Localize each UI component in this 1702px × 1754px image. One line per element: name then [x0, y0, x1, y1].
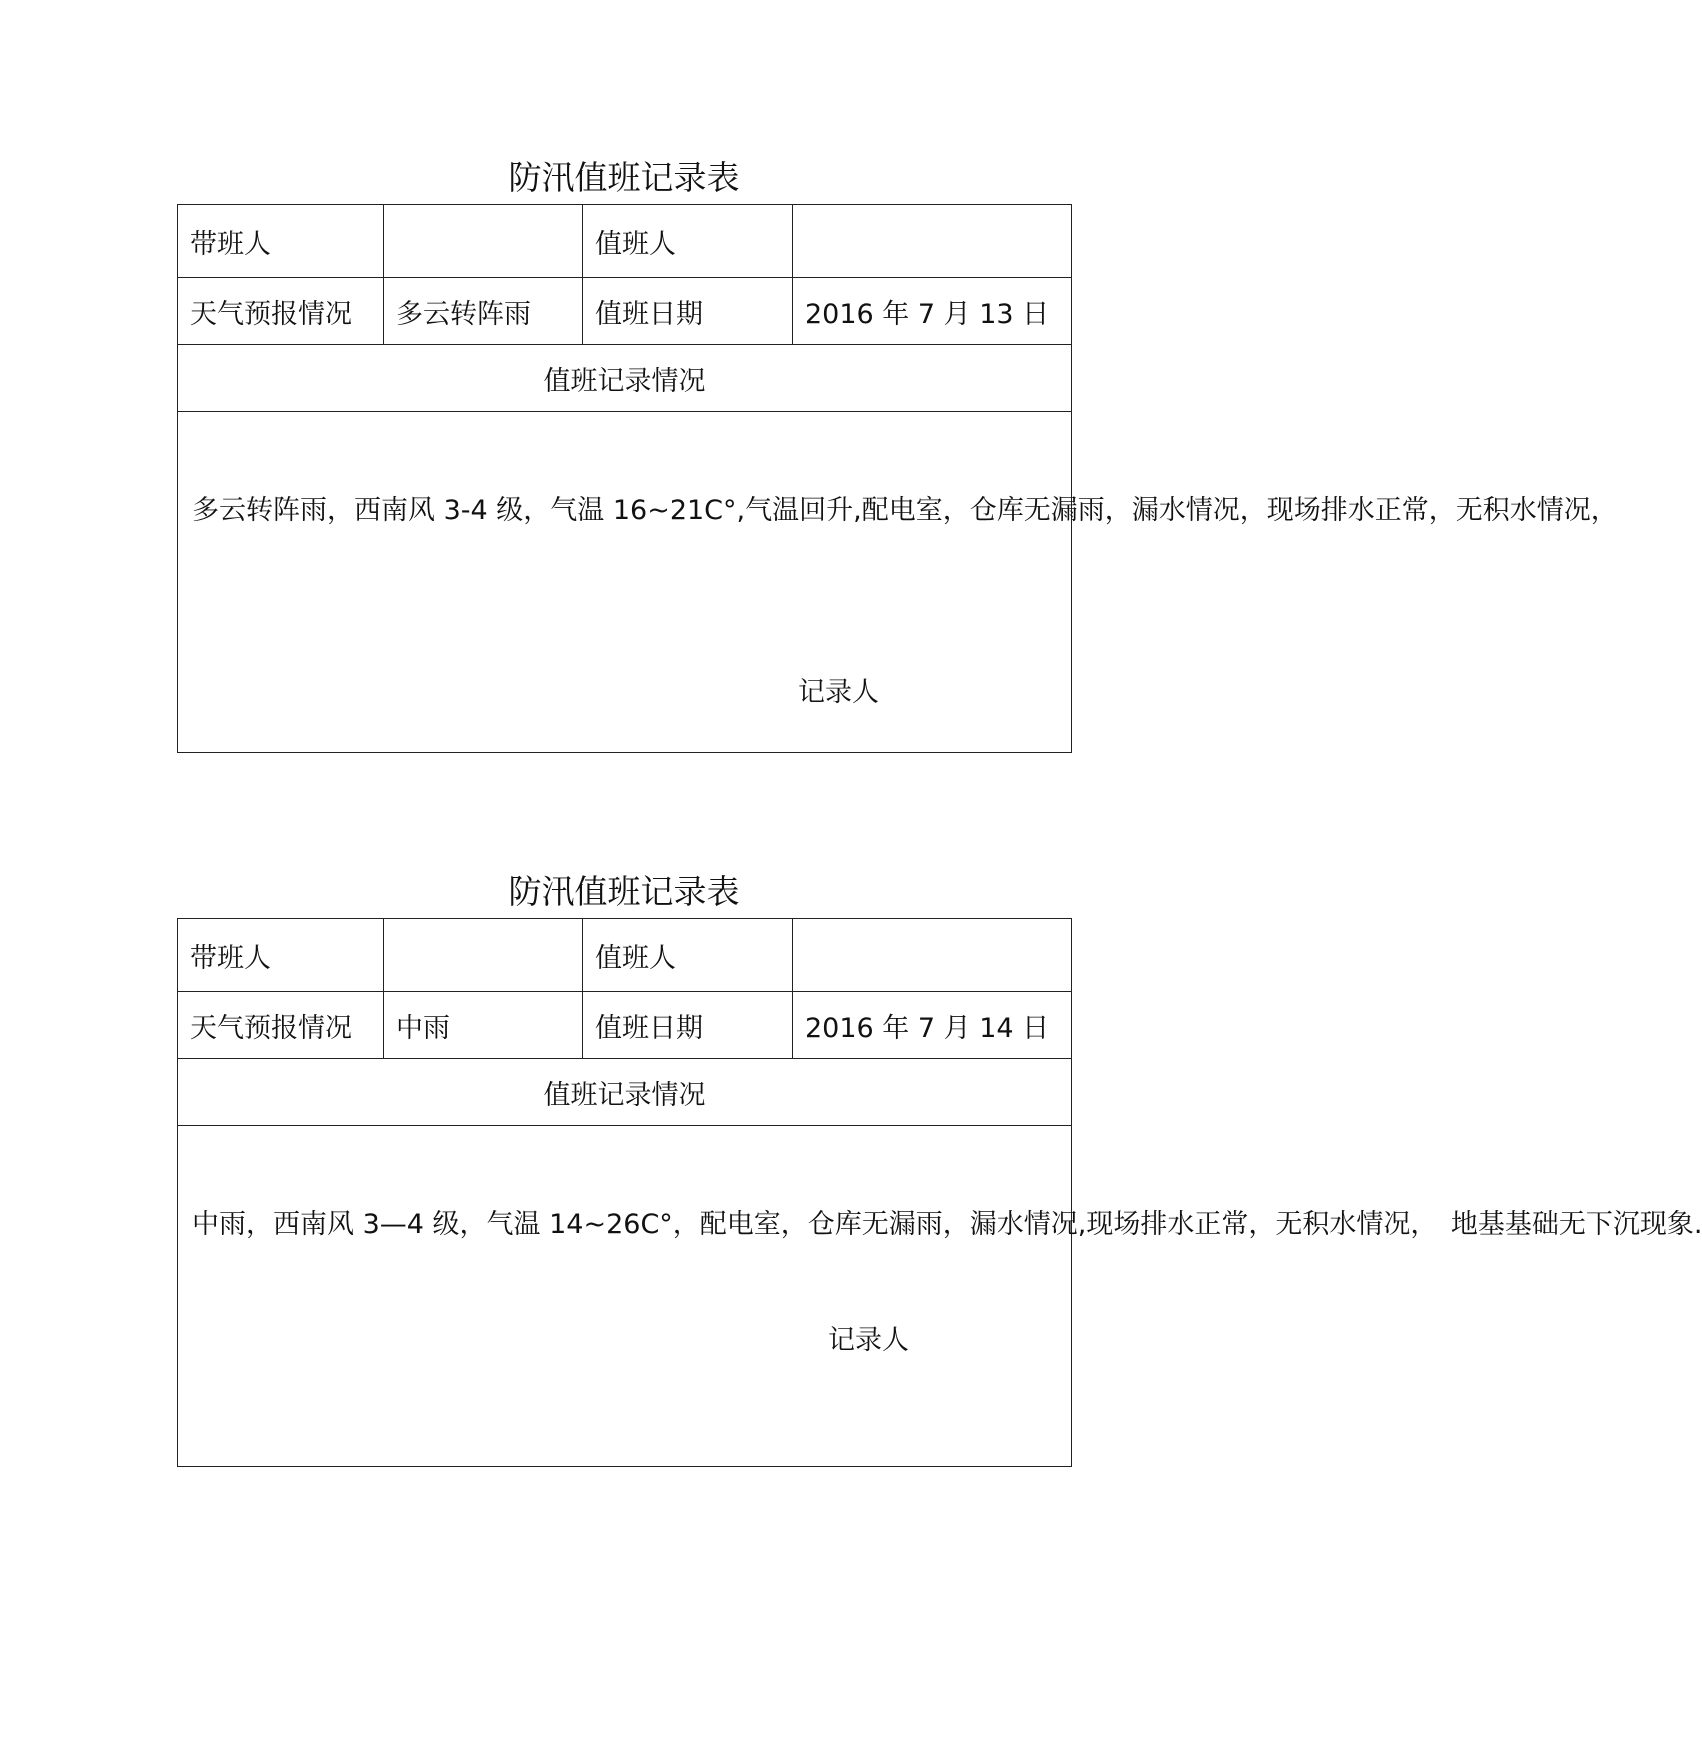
- weather-value: 多云转阵雨: [384, 278, 583, 345]
- duty-person-label: 值班人: [583, 205, 793, 278]
- duty-record-form-1: [177, 152, 1618, 753]
- duty-date-label: 值班日期: [583, 278, 793, 345]
- section-title: 值班记录情况: [178, 1059, 1072, 1126]
- duty-person-value: [793, 205, 1072, 278]
- record-content: 中雨，西南风 3—4 级，气温 14~26C°，配电室，仓库无漏雨，漏水情况,现场排水正常，无积水情况， 地基基础无下沉现象.: [192, 1209, 1702, 1240]
- duty-person-value: [793, 919, 1072, 992]
- duty-date-value: 2016 年 7 月 14 日: [793, 992, 1072, 1059]
- leader-label: 带班人: [178, 919, 384, 992]
- section-title: 值班记录情况: [178, 345, 1072, 412]
- recorder-label: 记录人: [828, 1325, 909, 1356]
- table-row: [178, 1059, 1072, 1126]
- leader-label: 带班人: [178, 205, 384, 278]
- table-row: [178, 345, 1072, 412]
- table-row: [178, 278, 1072, 345]
- duty-record-form-2: [177, 866, 1702, 1467]
- form-title: 防汛值班记录表: [508, 158, 740, 197]
- record-table: [177, 918, 1702, 1467]
- table-row: [178, 205, 1072, 278]
- table-row: [178, 412, 1072, 753]
- recorder-label: 记录人: [798, 677, 879, 708]
- table-row: [178, 919, 1072, 992]
- form-title: 防汛值班记录表: [508, 872, 740, 911]
- record-table: [177, 204, 1618, 753]
- record-content: 多云转阵雨，西南风 3-4 级，气温 16~21C°,气温回升,配电室，仓库无漏雨，漏水情况，现场排水正常，无积水情况，: [192, 495, 1618, 526]
- record-content-cell: [178, 1126, 1702, 1467]
- leader-value: [384, 919, 583, 992]
- duty-date-value: 2016 年 7 月 13 日: [793, 278, 1072, 345]
- leader-value: [384, 205, 583, 278]
- table-row: [178, 992, 1072, 1059]
- weather-value: 中雨: [384, 992, 583, 1059]
- duty-date-label: 值班日期: [583, 992, 793, 1059]
- record-content-cell: [178, 412, 1618, 753]
- weather-label: 天气预报情况: [178, 992, 384, 1059]
- duty-person-label: 值班人: [583, 919, 793, 992]
- table-row: [178, 1126, 1072, 1467]
- weather-label: 天气预报情况: [178, 278, 384, 345]
